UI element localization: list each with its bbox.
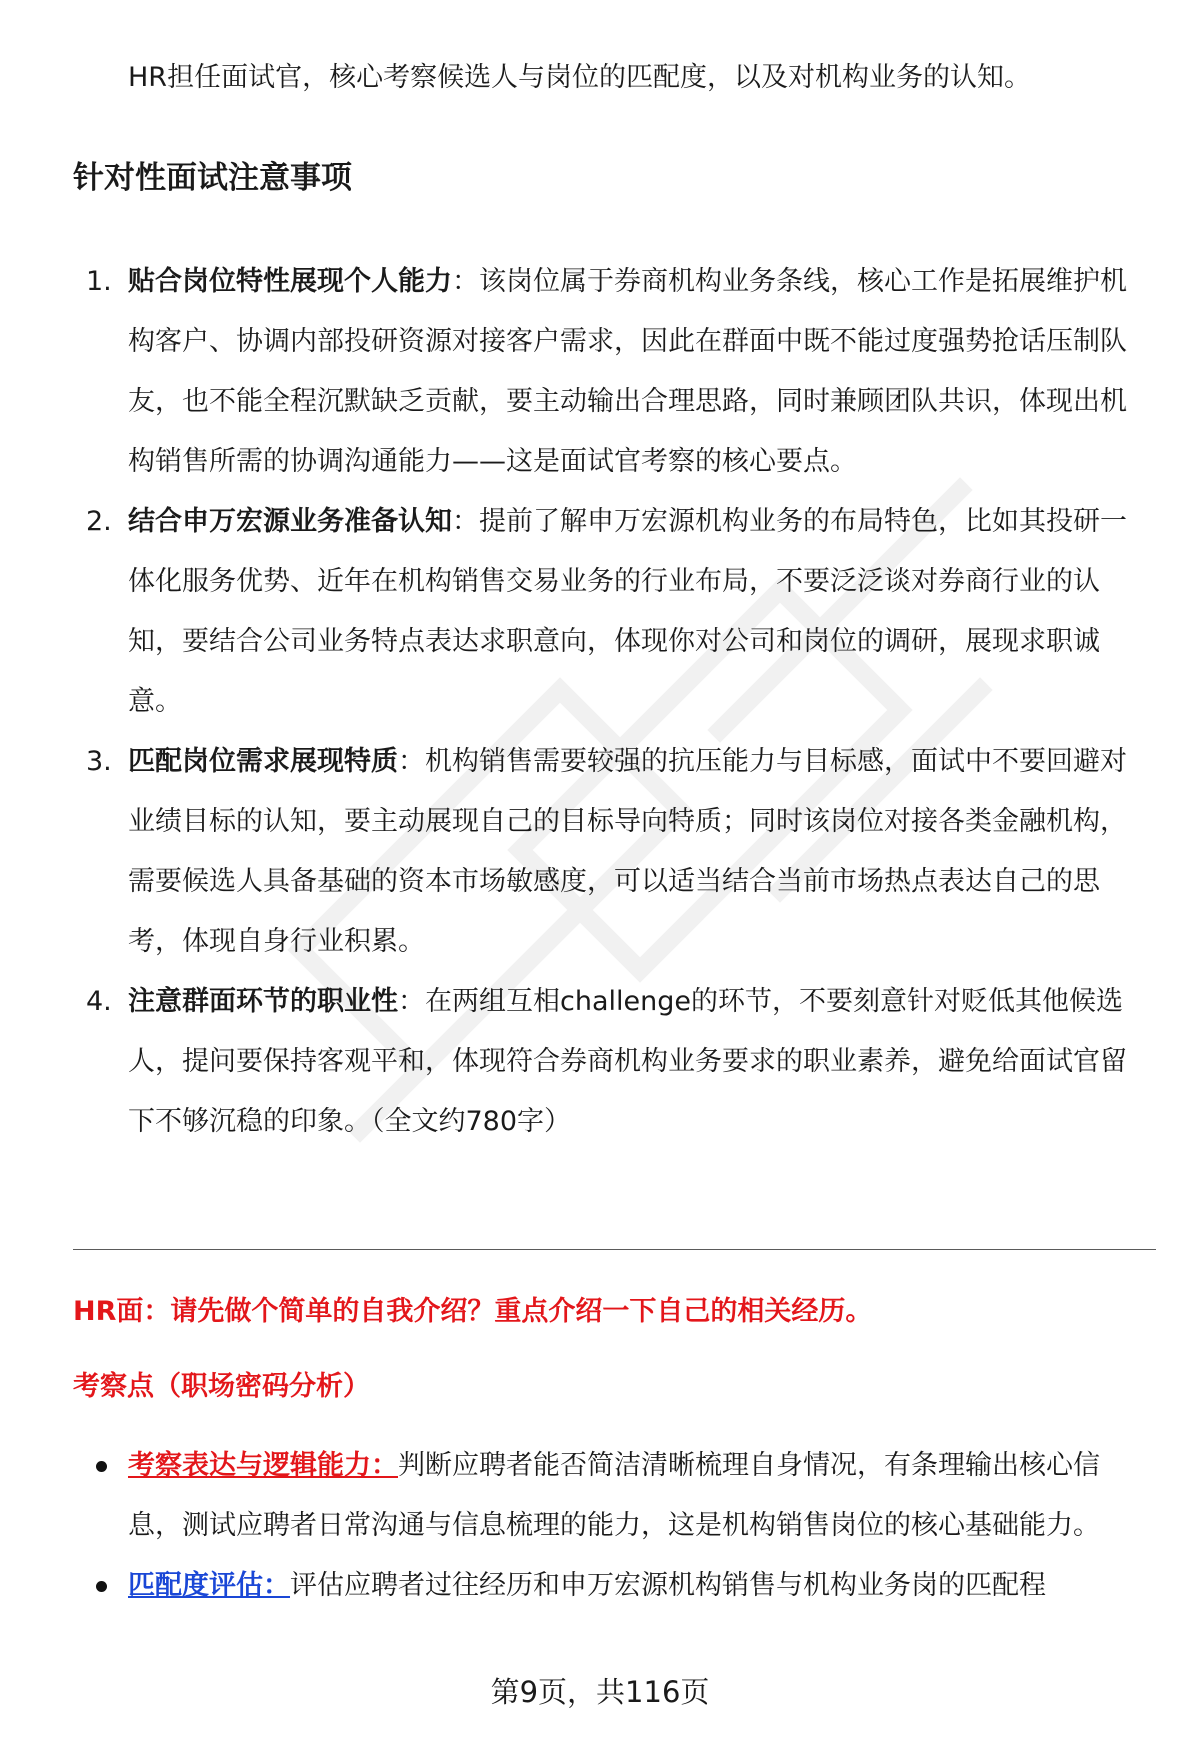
list-item	[80, 732, 1150, 972]
item-text: ：提前了解申万宏源机构业务的布局特色，比如其投研一体化服务优势、近年在机构销售交易业务的行业布局，不要泛泛谈对券商行业的认知，要结合公司业务特点表达求职意向，体现你对公司和岗位的调研，展现求职诚意。	[128, 506, 1127, 717]
section-heading: 针对性面试注意事项	[73, 160, 352, 196]
point-lead-link[interactable]: 匹配度评估：	[128, 1570, 290, 1601]
point-text: 评估应聘者过往经历和申万宏源机构销售与机构业务岗的匹配程	[290, 1570, 1046, 1601]
section-divider	[73, 1249, 1156, 1250]
tips-list	[80, 252, 1150, 1152]
list-number: 1.	[86, 266, 112, 297]
item-text: ：在两组互相challenge的环节，不要刻意针对贬低其他候选人，提问要保持客观平和，体现符合券商机构业务要求的职业素养，避免给面试官留下不够沉稳的印象。（全文约780字）	[128, 986, 1127, 1137]
point-lead-link[interactable]: 考察表达与逻辑能力：	[128, 1450, 398, 1481]
list-number: 3.	[86, 746, 112, 777]
interview-question: HR面：请先做个简单的自我介绍？重点介绍一下自己的相关经历。	[73, 1296, 873, 1327]
point-text: 判断应聘者能否简洁清晰梳理自身情况，有条理输出核心信息，测试应聘者日常沟通与信息梳理的能力，这是机构销售岗位的核心基础能力。	[128, 1450, 1100, 1541]
list-item	[80, 972, 1150, 1152]
item-lead: 注意群面环节的职业性	[128, 986, 398, 1017]
item-text: ：该岗位属于券商机构业务条线，核心工作是拓展维护机构客户、协调内部投研资源对接客户需求，因此在群面中既不能过度强势抢话压制队友，也不能全程沉默缺乏贡献，要主动输出合理思路，同时兼顾团队共识，体现出机构销售所需的协调沟通能力——这是面试官考察的核心要点。	[128, 266, 1127, 477]
item-lead: 匹配岗位需求展现特质	[128, 746, 398, 777]
list-number: 2.	[86, 506, 112, 537]
bullet-icon	[96, 1461, 107, 1472]
list-item	[80, 1556, 1150, 1616]
item-lead: 结合申万宏源业务准备认知	[128, 506, 452, 537]
intro-paragraph: HR担任面试官，核心考察候选人与岗位的匹配度，以及对机构业务的认知。	[128, 62, 1032, 93]
item-lead: 贴合岗位特性展现个人能力	[128, 266, 452, 297]
list-item	[80, 252, 1150, 492]
page-number: 第9页，共116页	[490, 1675, 710, 1709]
analysis-subheading: 考察点（职场密码分析）	[73, 1371, 370, 1402]
list-item	[80, 1436, 1150, 1556]
analysis-points	[80, 1436, 1150, 1616]
item-text: ：机构销售需要较强的抗压能力与目标感，面试中不要回避对业绩目标的认知，要主动展现自己的目标导向特质；同时该岗位对接各类金融机构，需要候选人具备基础的资本市场敏感度，可以适当结合当前市场热点表达自己的思考，体现自身行业积累。	[128, 746, 1127, 957]
list-item	[80, 492, 1150, 732]
list-number: 4.	[86, 986, 112, 1017]
bullet-icon	[96, 1581, 107, 1592]
